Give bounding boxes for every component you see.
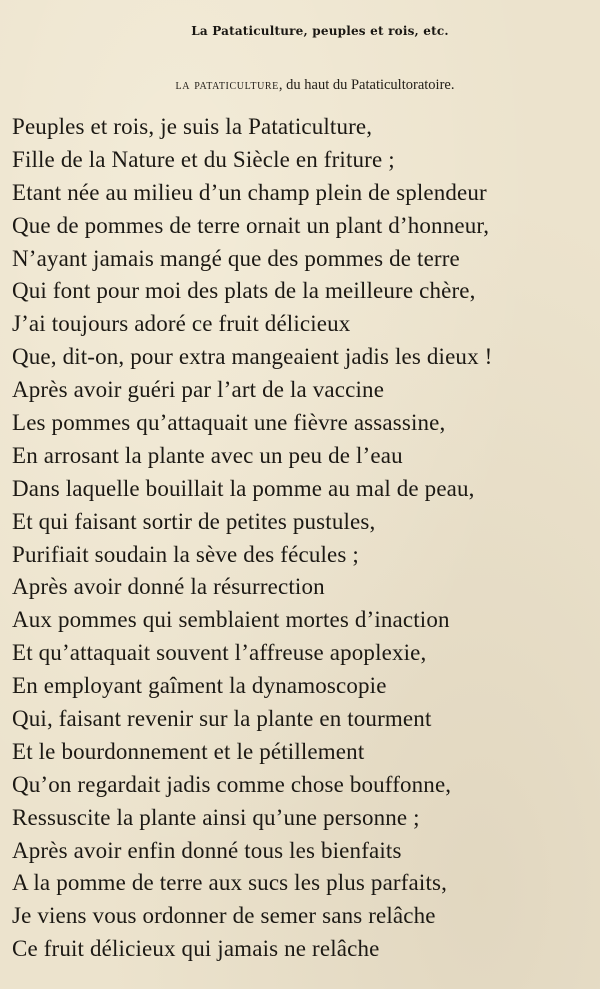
verse-line: A la pomme de terre aux sucs les plus parfaits,: [12, 870, 447, 896]
verse-line: En arrosant la plante avec un peu de l’eau: [12, 442, 403, 468]
verse-line: Qu’on regardait jadis comme chose bouffonne,: [12, 771, 452, 797]
verse-line: Après avoir donné la résurrection: [12, 574, 325, 600]
verse-line: Et le bourdonnement et le pétillement: [12, 738, 365, 764]
verse-line: Après avoir enfin donné tous les bienfaits: [12, 837, 402, 863]
stage-direction: , du haut du Pataticultoratoire.: [278, 77, 455, 93]
verse-line: N’ayant jamais mangé que des pommes de terre: [12, 245, 460, 271]
verse-line: En employant gaîment la dynamoscopie: [12, 673, 387, 699]
verse-line: Fille de la Nature et du Siècle en friture ;: [12, 146, 395, 172]
verse-line: Dans laquelle bouillait la pomme au mal de peau,: [12, 475, 475, 501]
verse-line: Purifiait soudain la sève des fécules ;: [12, 541, 359, 567]
verse-line: Que, dit-on, pour extra mangeaient jadis les dieux !: [12, 344, 493, 370]
running-title: La Pataticulture, peuples et rois, etc.: [191, 24, 449, 38]
speaker-name: la pataticulture: [175, 77, 279, 93]
verse-line: Peuples et rois, je suis la Pataticulture,: [12, 114, 373, 139]
verse-line: J’ai toujours adoré ce fruit délicieux: [12, 311, 351, 337]
verse-line: Qui font pour moi des plats de la meilleure chère,: [12, 278, 476, 304]
verse-line: Que de pommes de terre ornait un plant d’honneur,: [12, 212, 490, 238]
verse-line: Ressuscite la plante ainsi qu’une personne ;: [12, 804, 420, 830]
verse-line: Et qu’attaquait souvent l’affreuse apoplexie,: [12, 640, 427, 666]
verse-line: Les pommes qu’attaquait une fièvre assassine,: [12, 410, 446, 436]
verse-line: Et qui faisant sortir de petites pustules,: [12, 508, 376, 534]
verse-line: Aux pommes qui semblaient mortes d’inaction: [12, 607, 450, 633]
verse-line: Ce fruit délicieux qui jamais ne relâche: [12, 936, 380, 962]
verse-line: Après avoir guéri par l’art de la vaccine: [12, 377, 385, 403]
verse-line: Etant née au milieu d’un champ plein de splendeur: [12, 179, 487, 205]
verse-line: Qui, faisant revenir sur la plante en tourment: [12, 706, 432, 732]
verse-line: Je viens vous ordonner de semer sans relâche: [12, 903, 436, 929]
speaker-line: [0, 77, 600, 94]
poem-text: [12, 111, 600, 966]
